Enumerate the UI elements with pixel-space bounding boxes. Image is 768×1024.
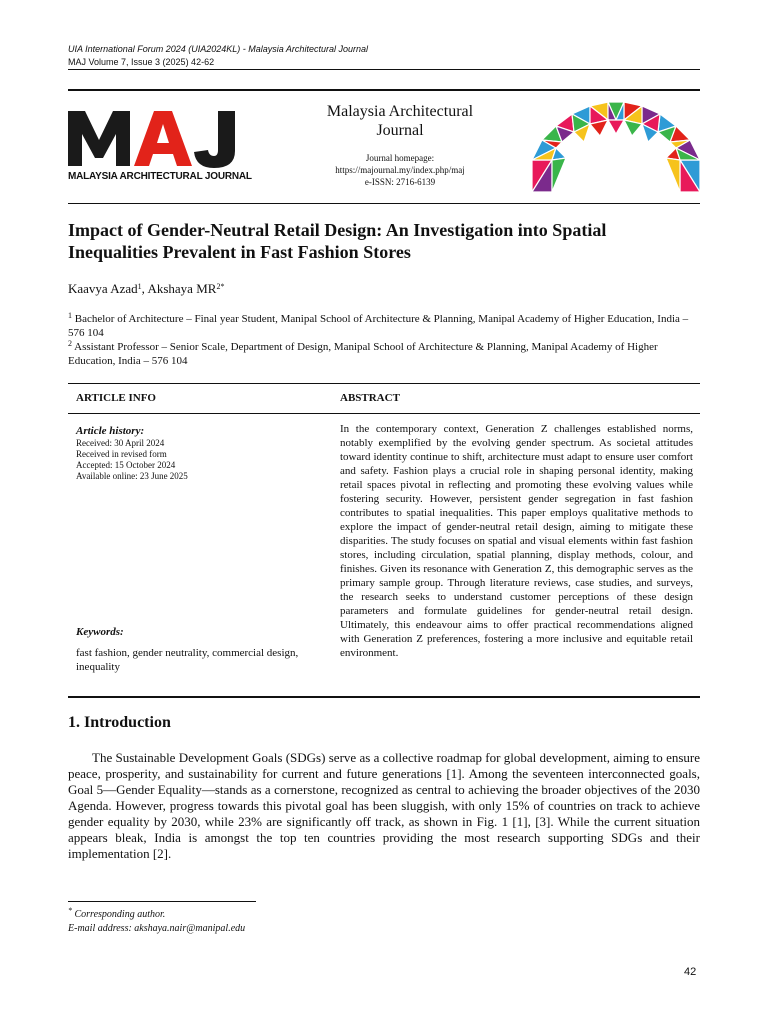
history-received: Received: 30 April 2024 xyxy=(76,438,165,448)
masthead xyxy=(68,96,700,200)
logo-letter-m xyxy=(68,111,130,166)
abstract-text: In the contemporary context, Generation Z challenges established norms, notably exemplified by the evolving gender spectrum. As societal attitudes toward identity continue to shift, architecture must adapt to ensure user comfort and safety. Fashion plays a crucial role in shaping personal identity, making retail spaces pivotal in reflecting and promoting these evolving values while fostering security. However, persistent gender segregation in fast fashion contributes to spatial inequalities. This paper employs qualitative methods to explore the impact of gender-neutral retail design, aiming to mitigate these disparities. The study focuses on spatial and visual elements within fast fashion stores, including circulation, spatial planning, display methods, colour, and finishes. Given its resonance with Generation Z, this demographic serves as the primary sample group. Through literature reviews, case studies, and surveys, the research seeks to understand customer perceptions of these design parameters and formulate guidelines for gender-neutral retail design. Ultimately, this endeavour aims to offer practical recommendations aligned with Generation Z preferences, fostering a more inclusive and equitable retail environment. xyxy=(340,423,693,659)
article-history-label: Article history: xyxy=(76,425,145,437)
footnote-rule xyxy=(68,901,256,902)
affiliation-1: $^1$ Bachelor of Architecture – Final year Student, Manipal School of Architecture & Planning, Manipal Academy of Higher Education, India – 576 104 xyxy=(68,311,689,339)
affiliation-2: $^2$ Assistant Professor – Senior Scale, Department of Design, Manipal School of Architecture & Planning, Manipal Academy of Higher Education, India – 576 104 xyxy=(68,339,658,367)
running-head-volume: MAJ Volume 7, Issue 3 (2025) 42-62 xyxy=(68,57,215,67)
keywords: fast fashion, gender neutrality, commercial design, inequality xyxy=(76,647,299,673)
mosaic-arch-graphic xyxy=(532,100,700,192)
history-accepted: Accepted: 15 October 2024 xyxy=(76,460,176,470)
info-box-header-rule xyxy=(68,413,700,414)
footnote-email[interactable]: E-mail address: akshaya.nair@manipal.edu xyxy=(68,923,246,934)
info-box-top-rule xyxy=(68,383,700,384)
info-box-bottom-rule xyxy=(68,696,700,698)
history-revised: Received in revised form xyxy=(76,449,167,459)
authors: Kaavya Azad$^1$, Akshaya $MR^{2*}$ xyxy=(68,281,225,296)
masthead-top-rule xyxy=(68,89,700,91)
homepage-url[interactable]: https://majournal.my/index.php/maj xyxy=(335,165,465,175)
article-info-heading: ARTICLE INFO xyxy=(76,392,156,404)
running-head-forum: UIA International Forum 2024 (UIA2024KL) - Malaysia Architectural Journal xyxy=(68,44,368,54)
introduction-paragraph: The Sustainable Development Goals (SDGs) serve as a collective roadmap for global development, aiming to ensure peace, prosperity, and sustainability for current and future generations [1]. Among the seventeen interconnected goals, Goal 5—Gender Equality—stands as a cornerstone, recognized as central to achieving the broader objectives of the 2030 Agenda. However, progress towards this pivotal goal has been sluggish, with only 15% of countries on track to achieve gender equality by 2030, while 23% are significantly off track, as shown in Fig. 1 [1], [3]. While the current situation appears bleak, India is amongst the top ten countries providing the most research supporting SDGs and their implementation [2]. xyxy=(68,750,700,861)
eissn: e-ISSN: 2716-6139 xyxy=(364,177,436,187)
running-head xyxy=(68,43,368,69)
logo-subtitle: MALAYSIA ARCHITECTURAL JOURNAL xyxy=(68,171,252,182)
logo-letter-j xyxy=(194,111,235,168)
abstract-heading: ABSTRACT xyxy=(340,392,400,404)
header-rule xyxy=(68,69,700,70)
footnote-corresponding: * Corresponding author. xyxy=(68,906,166,920)
journal-name: Malaysia Architectural Journal xyxy=(326,103,474,139)
journal-meta xyxy=(300,152,500,188)
author-name: Akshaya MR xyxy=(147,281,217,296)
homepage-label: Journal homepage: xyxy=(365,153,435,163)
masthead-bottom-rule xyxy=(68,203,700,204)
author-name: Kaavya Azad xyxy=(68,281,138,296)
keywords-label: Keywords: xyxy=(76,626,124,638)
history-online: Available online: 23 June 2025 xyxy=(76,471,188,481)
page-number: 42 xyxy=(684,966,697,978)
section-heading-introduction: 1. Introduction xyxy=(68,714,171,731)
maj-logo xyxy=(68,106,238,181)
article-title: Impact of Gender-Neutral Retail Design: An Investigation into Spatial Inequalities Prevalent in Fast Fashion Stores xyxy=(68,220,607,262)
